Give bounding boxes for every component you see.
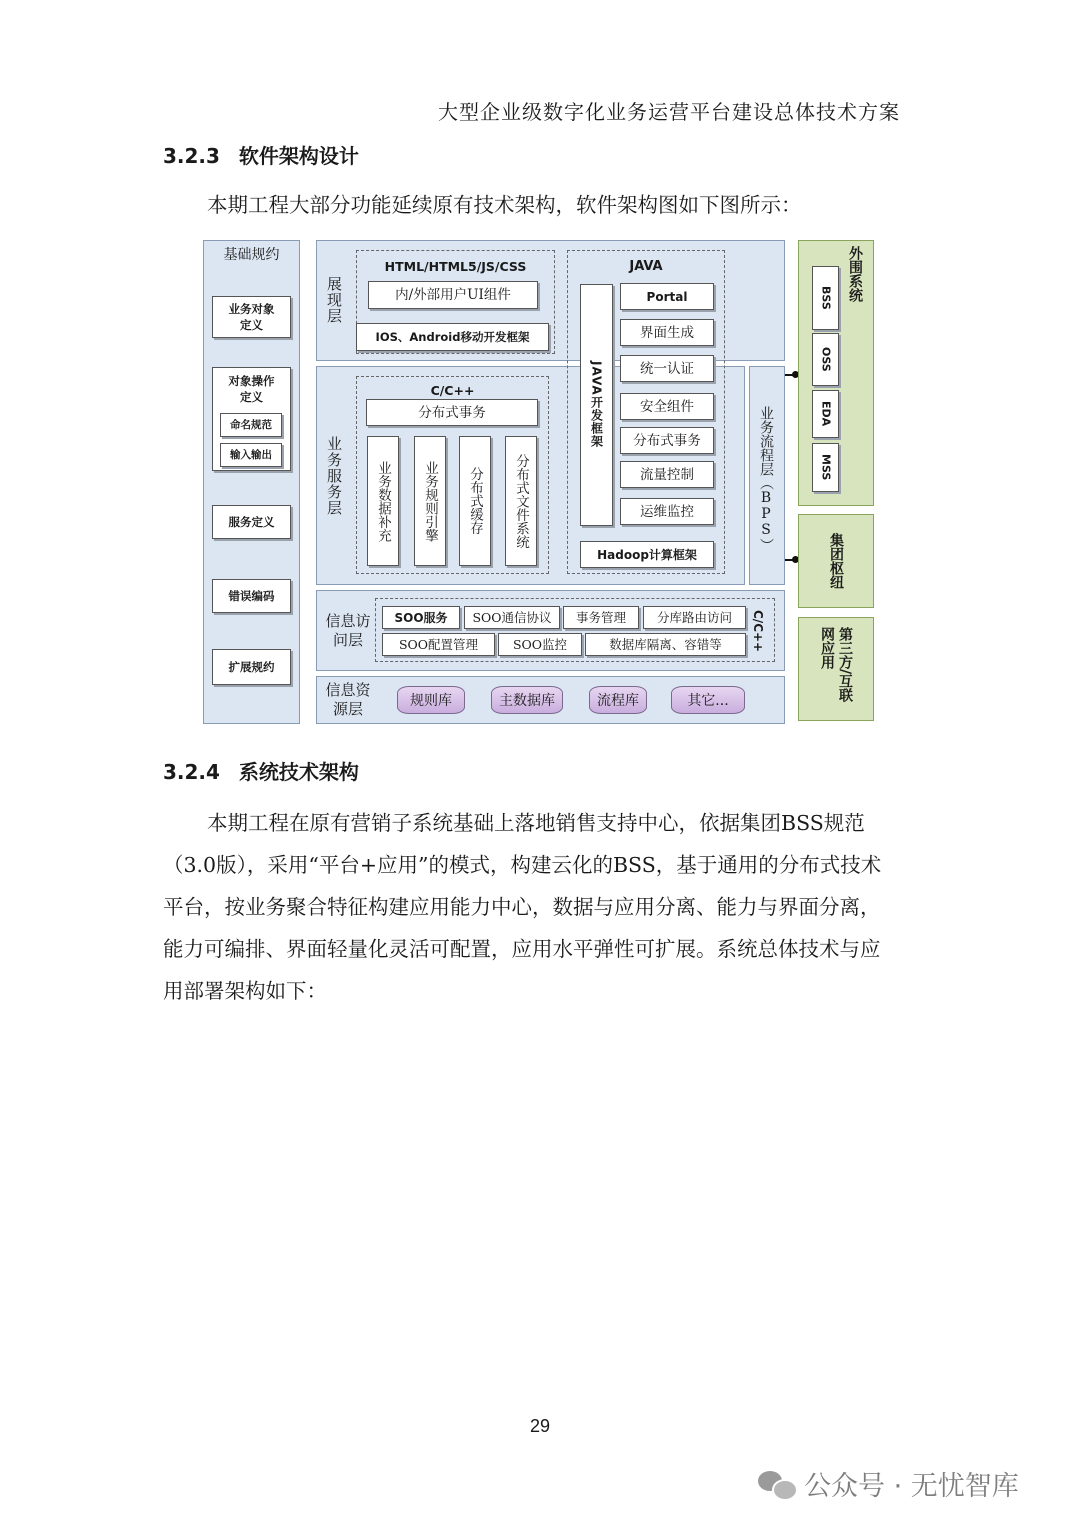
java-ui-gen: 界面生成 xyxy=(620,319,714,346)
ext-bss: BSS xyxy=(812,266,839,330)
soo-protocol: SOO通信协议 xyxy=(464,606,560,629)
cpp-col-data-supplement: 业务数据补充 xyxy=(367,436,399,566)
watermark-text: 公众号 · 无忧智库 xyxy=(804,1471,1019,1502)
bps-layer-label: 业务流程层（BPS） xyxy=(758,406,774,552)
resource-layer-label: 信息资源层 xyxy=(325,681,371,718)
access-layer-label: 信息访问层 xyxy=(325,612,371,649)
store-master: 主数据库 xyxy=(491,686,563,714)
store-process: 流程库 xyxy=(589,686,647,714)
base-spec-title: 基础规约 xyxy=(223,247,280,263)
spec-service-def: 服务定义 xyxy=(212,505,291,539)
mobile-framework-box: IOS、Android移动开发框架 xyxy=(356,323,549,351)
intro-paragraph: 本期工程大部分功能延续原有技术架构，软件架构图如下图所示： xyxy=(207,193,802,217)
db-isolation: 数据库隔离、容错等 xyxy=(585,633,746,656)
body-line-2: （3.0版），采用“平台+应用”的模式，构建云化的BSS，基于通用的分布式技术 xyxy=(163,853,882,877)
spec-object-operation: 对象操作 定义 xyxy=(228,374,275,404)
presentation-layer-label: 展现层 xyxy=(325,276,343,324)
section-heading-324 xyxy=(163,756,359,785)
cpp-distributed-tx: 分布式事务 xyxy=(366,399,538,426)
cpp-group-title: C/C++ xyxy=(430,383,475,398)
soo-config: SOO配置管理 xyxy=(382,633,495,656)
java-flow-control: 流量控制 xyxy=(620,461,714,488)
spec-io: 输入输出 xyxy=(220,443,282,467)
software-architecture-diagram xyxy=(203,240,875,724)
section-heading-323 xyxy=(163,140,359,169)
soo-monitor: SOO监控 xyxy=(498,633,582,656)
running-header: 大型企业级数字化业务运营平台建设总体技术方案 xyxy=(438,100,900,124)
java-auth: 统一认证 xyxy=(620,355,714,382)
spec-extension: 扩展规约 xyxy=(212,649,291,685)
java-security: 安全组件 xyxy=(620,393,714,420)
access-cpp-label: C/C++ xyxy=(751,610,765,653)
body-line-1: 本期工程在原有营销子系统基础上落地销售支持中心，依据集团BSS规范 xyxy=(207,811,865,835)
group-hub-panel xyxy=(798,514,874,608)
watermark xyxy=(758,1464,1019,1503)
spec-business-object: 业务对象 定义 xyxy=(212,296,291,338)
ui-components-box: 内/外部用户UI组件 xyxy=(368,281,538,309)
store-rules: 规则库 xyxy=(397,686,465,714)
body-line-5: 用部署架构如下： xyxy=(163,979,327,1003)
section-number: 3.2.4 xyxy=(163,760,220,784)
soo-service: SOO服务 xyxy=(382,606,460,629)
body-line-4: 能力可编排、界面轻量化灵活可配置，应用水平弹性可扩展。系统总体技术与应 xyxy=(163,937,881,961)
body-line-3: 平台，按业务聚合特征构建应用能力中心，数据与应用分离、能力与界面分离， xyxy=(163,895,881,919)
third-party-label: 第三方/互联网应用 xyxy=(819,627,853,703)
section-number: 3.2.3 xyxy=(163,144,220,168)
group-hub-label: 集团枢纽 xyxy=(828,533,844,589)
java-group-title: JAVA xyxy=(629,259,663,274)
html-group-title: HTML/HTML5/JS/CSS xyxy=(384,259,527,274)
shard-routing: 分库路由访问 xyxy=(643,606,746,629)
ext-eda: EDA xyxy=(812,390,839,438)
third-party-panel xyxy=(798,617,874,721)
java-framework-box xyxy=(580,284,613,526)
ext-oss: OSS xyxy=(812,333,839,386)
java-framework-label: JAVA开发框架 xyxy=(589,361,604,448)
page-number: 29 xyxy=(529,1416,551,1436)
java-ops-monitor: 运维监控 xyxy=(620,498,714,525)
store-other: 其它... xyxy=(671,686,745,714)
hadoop-box: Hadoop计算框架 xyxy=(580,541,714,568)
spec-naming: 命名规范 xyxy=(220,413,282,437)
cpp-col-file-system: 分布式文件系统 xyxy=(505,436,537,566)
spec-error-code: 错误编码 xyxy=(212,579,291,613)
wechat-icon xyxy=(758,1469,796,1499)
external-systems-title: 外围系统 xyxy=(847,246,863,302)
section-title: 软件架构设计 xyxy=(238,144,359,168)
section-title: 系统技术架构 xyxy=(238,760,359,784)
cpp-col-cache: 分布式缓存 xyxy=(459,436,491,566)
tx-management: 事务管理 xyxy=(563,606,639,629)
service-layer-label: 业务服务层 xyxy=(325,436,343,516)
java-portal: Portal xyxy=(620,283,714,310)
java-distributed-tx: 分布式事务 xyxy=(620,427,714,454)
cpp-col-rule-engine: 业务规则引擎 xyxy=(414,436,446,566)
ext-mss: MSS xyxy=(812,443,839,492)
